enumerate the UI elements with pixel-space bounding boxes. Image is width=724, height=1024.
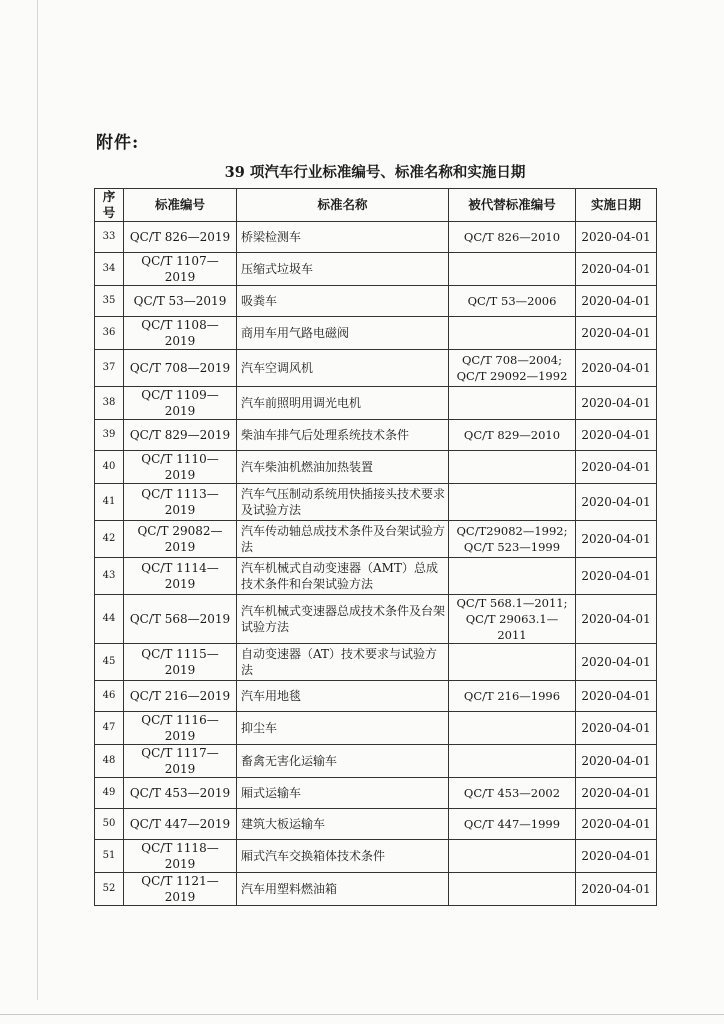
replaced-standard <box>449 253 576 286</box>
implementation-date: 2020-04-01 <box>576 778 657 809</box>
implementation-date: 2020-04-01 <box>576 484 657 521</box>
row-number: 44 <box>95 595 124 644</box>
row-number: 35 <box>95 286 124 317</box>
replaced-standard <box>449 317 576 350</box>
implementation-date: 2020-04-01 <box>576 595 657 644</box>
table-row <box>95 558 657 595</box>
bottom-edge-line <box>0 1014 724 1015</box>
standard-name: 汽车用地毯 <box>237 681 449 712</box>
standard-name: 商用车用气路电磁阀 <box>237 317 449 350</box>
table-row <box>95 595 657 644</box>
header-date: 实施日期 <box>576 189 657 222</box>
standard-name: 自动变速器（AT）技术要求与试验方法 <box>237 644 449 681</box>
attachment-label: 附件: <box>96 133 140 153</box>
replaced-standard: QC/T 568.1—2011; QC/T 29063.1—2011 <box>449 595 576 644</box>
row-number: 43 <box>95 558 124 595</box>
replaced-standard <box>449 644 576 681</box>
table-row <box>95 387 657 420</box>
row-number: 37 <box>95 350 124 387</box>
table-row <box>95 809 657 840</box>
replaced-standard: QC/T29082—1992; QC/T 523—1999 <box>449 521 576 558</box>
row-number: 51 <box>95 840 124 873</box>
standard-name: 厢式汽车交换箱体技术条件 <box>237 840 449 873</box>
table-row <box>95 644 657 681</box>
standard-name: 抑尘车 <box>237 712 449 745</box>
standard-code: QC/T 568—2019 <box>124 595 237 644</box>
header-name: 标准名称 <box>237 189 449 222</box>
row-number: 42 <box>95 521 124 558</box>
standard-code: QC/T 453—2019 <box>124 778 237 809</box>
replaced-standard: QC/T 216—1996 <box>449 681 576 712</box>
replaced-standard: QC/T 826—2010 <box>449 222 576 253</box>
implementation-date: 2020-04-01 <box>576 521 657 558</box>
row-number: 39 <box>95 420 124 451</box>
replaced-standard <box>449 387 576 420</box>
table-row <box>95 286 657 317</box>
row-number: 50 <box>95 809 124 840</box>
standard-name: 汽车前照明用调光电机 <box>237 387 449 420</box>
standard-code: QC/T 1116—2019 <box>124 712 237 745</box>
row-number: 52 <box>95 873 124 906</box>
standard-code: QC/T 1117—2019 <box>124 745 237 778</box>
replaced-standard <box>449 840 576 873</box>
standard-code: QC/T 53—2019 <box>124 286 237 317</box>
standard-name: 汽车柴油机燃油加热装置 <box>237 451 449 484</box>
standard-name: 吸粪车 <box>237 286 449 317</box>
standard-code: QC/T 826—2019 <box>124 222 237 253</box>
standard-name: 汽车气压制动系统用快插接头技术要求及试验方法 <box>237 484 449 521</box>
standard-code: QC/T 1110—2019 <box>124 451 237 484</box>
standard-code: QC/T 29082—2019 <box>124 521 237 558</box>
table-row <box>95 521 657 558</box>
replaced-standard: QC/T 708—2004; QC/T 29092—1992 <box>449 350 576 387</box>
implementation-date: 2020-04-01 <box>576 451 657 484</box>
standard-code: QC/T 1107—2019 <box>124 253 237 286</box>
table-row <box>95 420 657 451</box>
standard-code: QC/T 447—2019 <box>124 809 237 840</box>
standard-name: 桥梁检测车 <box>237 222 449 253</box>
row-number: 34 <box>95 253 124 286</box>
standard-name: 汽车用塑料燃油箱 <box>237 873 449 906</box>
row-number: 49 <box>95 778 124 809</box>
table-header-row <box>95 189 657 222</box>
replaced-standard <box>449 451 576 484</box>
standard-name: 建筑大板运输车 <box>237 809 449 840</box>
implementation-date: 2020-04-01 <box>576 809 657 840</box>
standard-name: 汽车机械式自动变速器（AMT）总成技术条件和台架试验方法 <box>237 558 449 595</box>
replaced-standard <box>449 745 576 778</box>
implementation-date: 2020-04-01 <box>576 350 657 387</box>
standard-code: QC/T 1121—2019 <box>124 873 237 906</box>
standard-code: QC/T 1114—2019 <box>124 558 237 595</box>
replaced-standard: QC/T 53—2006 <box>449 286 576 317</box>
table-row <box>95 840 657 873</box>
header-no: 序号 <box>95 189 124 222</box>
table-row <box>95 253 657 286</box>
replaced-standard <box>449 484 576 521</box>
replaced-standard: QC/T 447—1999 <box>449 809 576 840</box>
standard-code: QC/T 1115—2019 <box>124 644 237 681</box>
standard-name: 汽车传动轴总成技术条件及台架试验方法 <box>237 521 449 558</box>
table-row <box>95 484 657 521</box>
standard-code: QC/T 829—2019 <box>124 420 237 451</box>
table-row <box>95 778 657 809</box>
implementation-date: 2020-04-01 <box>576 558 657 595</box>
standard-name: 畜禽无害化运输车 <box>237 745 449 778</box>
standard-code: QC/T 708—2019 <box>124 350 237 387</box>
header-code: 标准编号 <box>124 189 237 222</box>
standard-name: 厢式运输车 <box>237 778 449 809</box>
replaced-standard: QC/T 829—2010 <box>449 420 576 451</box>
implementation-date: 2020-04-01 <box>576 420 657 451</box>
standard-name: 汽车机械式变速器总成技术条件及台架试验方法 <box>237 595 449 644</box>
standard-code: QC/T 1109—2019 <box>124 387 237 420</box>
table-row <box>95 222 657 253</box>
row-number: 38 <box>95 387 124 420</box>
standard-code: QC/T 1118—2019 <box>124 840 237 873</box>
implementation-date: 2020-04-01 <box>576 253 657 286</box>
implementation-date: 2020-04-01 <box>576 840 657 873</box>
replaced-standard <box>449 712 576 745</box>
document-title: 39 项汽车行业标准编号、标准名称和实施日期 <box>224 164 526 181</box>
replaced-standard <box>449 873 576 906</box>
table-row <box>95 712 657 745</box>
table-row <box>95 451 657 484</box>
row-number: 33 <box>95 222 124 253</box>
implementation-date: 2020-04-01 <box>576 712 657 745</box>
implementation-date: 2020-04-01 <box>576 317 657 350</box>
header-replaced: 被代替标准编号 <box>449 189 576 222</box>
table-body <box>95 222 657 906</box>
table-row <box>95 681 657 712</box>
row-number: 48 <box>95 745 124 778</box>
row-number: 40 <box>95 451 124 484</box>
table-row <box>95 873 657 906</box>
table-row <box>95 317 657 350</box>
implementation-date: 2020-04-01 <box>576 745 657 778</box>
row-number: 36 <box>95 317 124 350</box>
standards-table <box>94 188 657 906</box>
implementation-date: 2020-04-01 <box>576 222 657 253</box>
row-number: 47 <box>95 712 124 745</box>
implementation-date: 2020-04-01 <box>576 681 657 712</box>
replaced-standard: QC/T 453—2002 <box>449 778 576 809</box>
standard-code: QC/T 1108—2019 <box>124 317 237 350</box>
standard-name: 柴油车排气后处理系统技术条件 <box>237 420 449 451</box>
standard-name: 压缩式垃圾车 <box>237 253 449 286</box>
implementation-date: 2020-04-01 <box>576 873 657 906</box>
standard-code: QC/T 216—2019 <box>124 681 237 712</box>
row-number: 45 <box>95 644 124 681</box>
standard-code: QC/T 1113—2019 <box>124 484 237 521</box>
replaced-standard <box>449 558 576 595</box>
row-number: 46 <box>95 681 124 712</box>
implementation-date: 2020-04-01 <box>576 644 657 681</box>
standard-name: 汽车空调风机 <box>237 350 449 387</box>
table-row <box>95 350 657 387</box>
row-number: 41 <box>95 484 124 521</box>
implementation-date: 2020-04-01 <box>576 286 657 317</box>
page-edge-line <box>37 0 38 1000</box>
table-row <box>95 745 657 778</box>
implementation-date: 2020-04-01 <box>576 387 657 420</box>
